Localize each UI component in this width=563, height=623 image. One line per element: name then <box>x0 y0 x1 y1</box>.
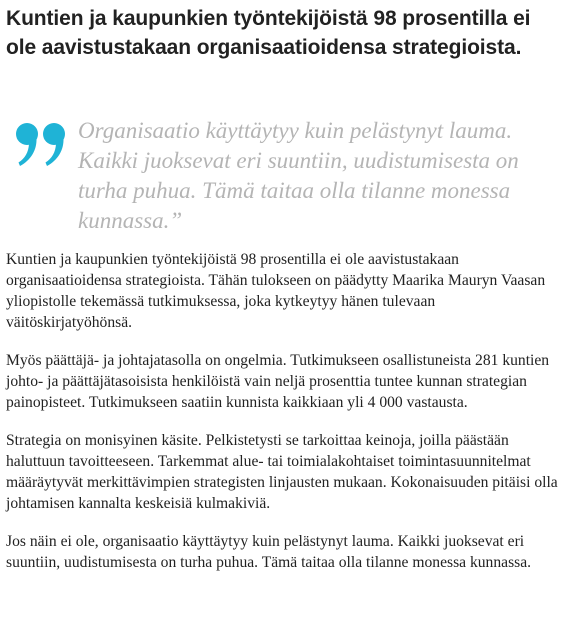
article-lead: Kuntien ja kaupunkien työntekijöistä 98 prosentilla ei ole aavistustakaan organisaatioidensa strategioista. <box>6 7 531 59</box>
quote-mark-icon <box>16 122 72 168</box>
pull-quote-text: Organisaatio käyttäytyy kuin pelästynyt lauma. Kaikki juoksevat eri suuntiin, uudistumisesta on turha puhua. Tämä taitaa olla tilanne monessa kunnassa.” <box>78 118 519 233</box>
paragraph: Jos näin ei ole, organisaatio käyttäytyy kuin pelästynyt lauma. Kaikki juoksevat eri suuntiin, uudistumisesta on turha puhua. Tämä taitaa olla tilanne monessa kunnassa. <box>6 533 532 571</box>
article <box>6 0 558 590</box>
paragraph: Myös päättäjä- ja johtajatasolla on ongelmia. Tutkimukseen osallistuneista 281 kuntien johto- ja päättäjätasoisista henkilöistä vain neljä prosenttia tuntee kunnan strategian painopisteet. Tutkimukseen saatiin kunnista kaikkiaan yli 4 000 vastausta. <box>6 352 550 411</box>
paragraph: Kuntien ja kaupunkien työntekijöistä 98 prosentilla ei ole aavistustakaan organisaatioidensa strategioista. Tähän tulokseen on päädytty Maarika Mauryn Vaasan yliopistolle tekemässä tutkimuksessa, joka kytkeytyy hänen tulevaan väitöskirjatyöhönsä. <box>6 251 546 331</box>
paragraph: Strategia on monisyinen käsite. Pelkistetysti se tarkoittaa keinoja, joilla päästään haluttuun tavoitteeseen. Tarkemmat alue- tai toimialakohtaiset toimintasuunnitelmat määräytyvät merkittävimpien strategisten linjausten mukaan. Kokonaisuuden pitäisi olla johtamisen kannalta keskeisiä kulmakiviä. <box>6 432 558 512</box>
pull-quote <box>6 116 558 249</box>
article-body <box>6 249 558 573</box>
